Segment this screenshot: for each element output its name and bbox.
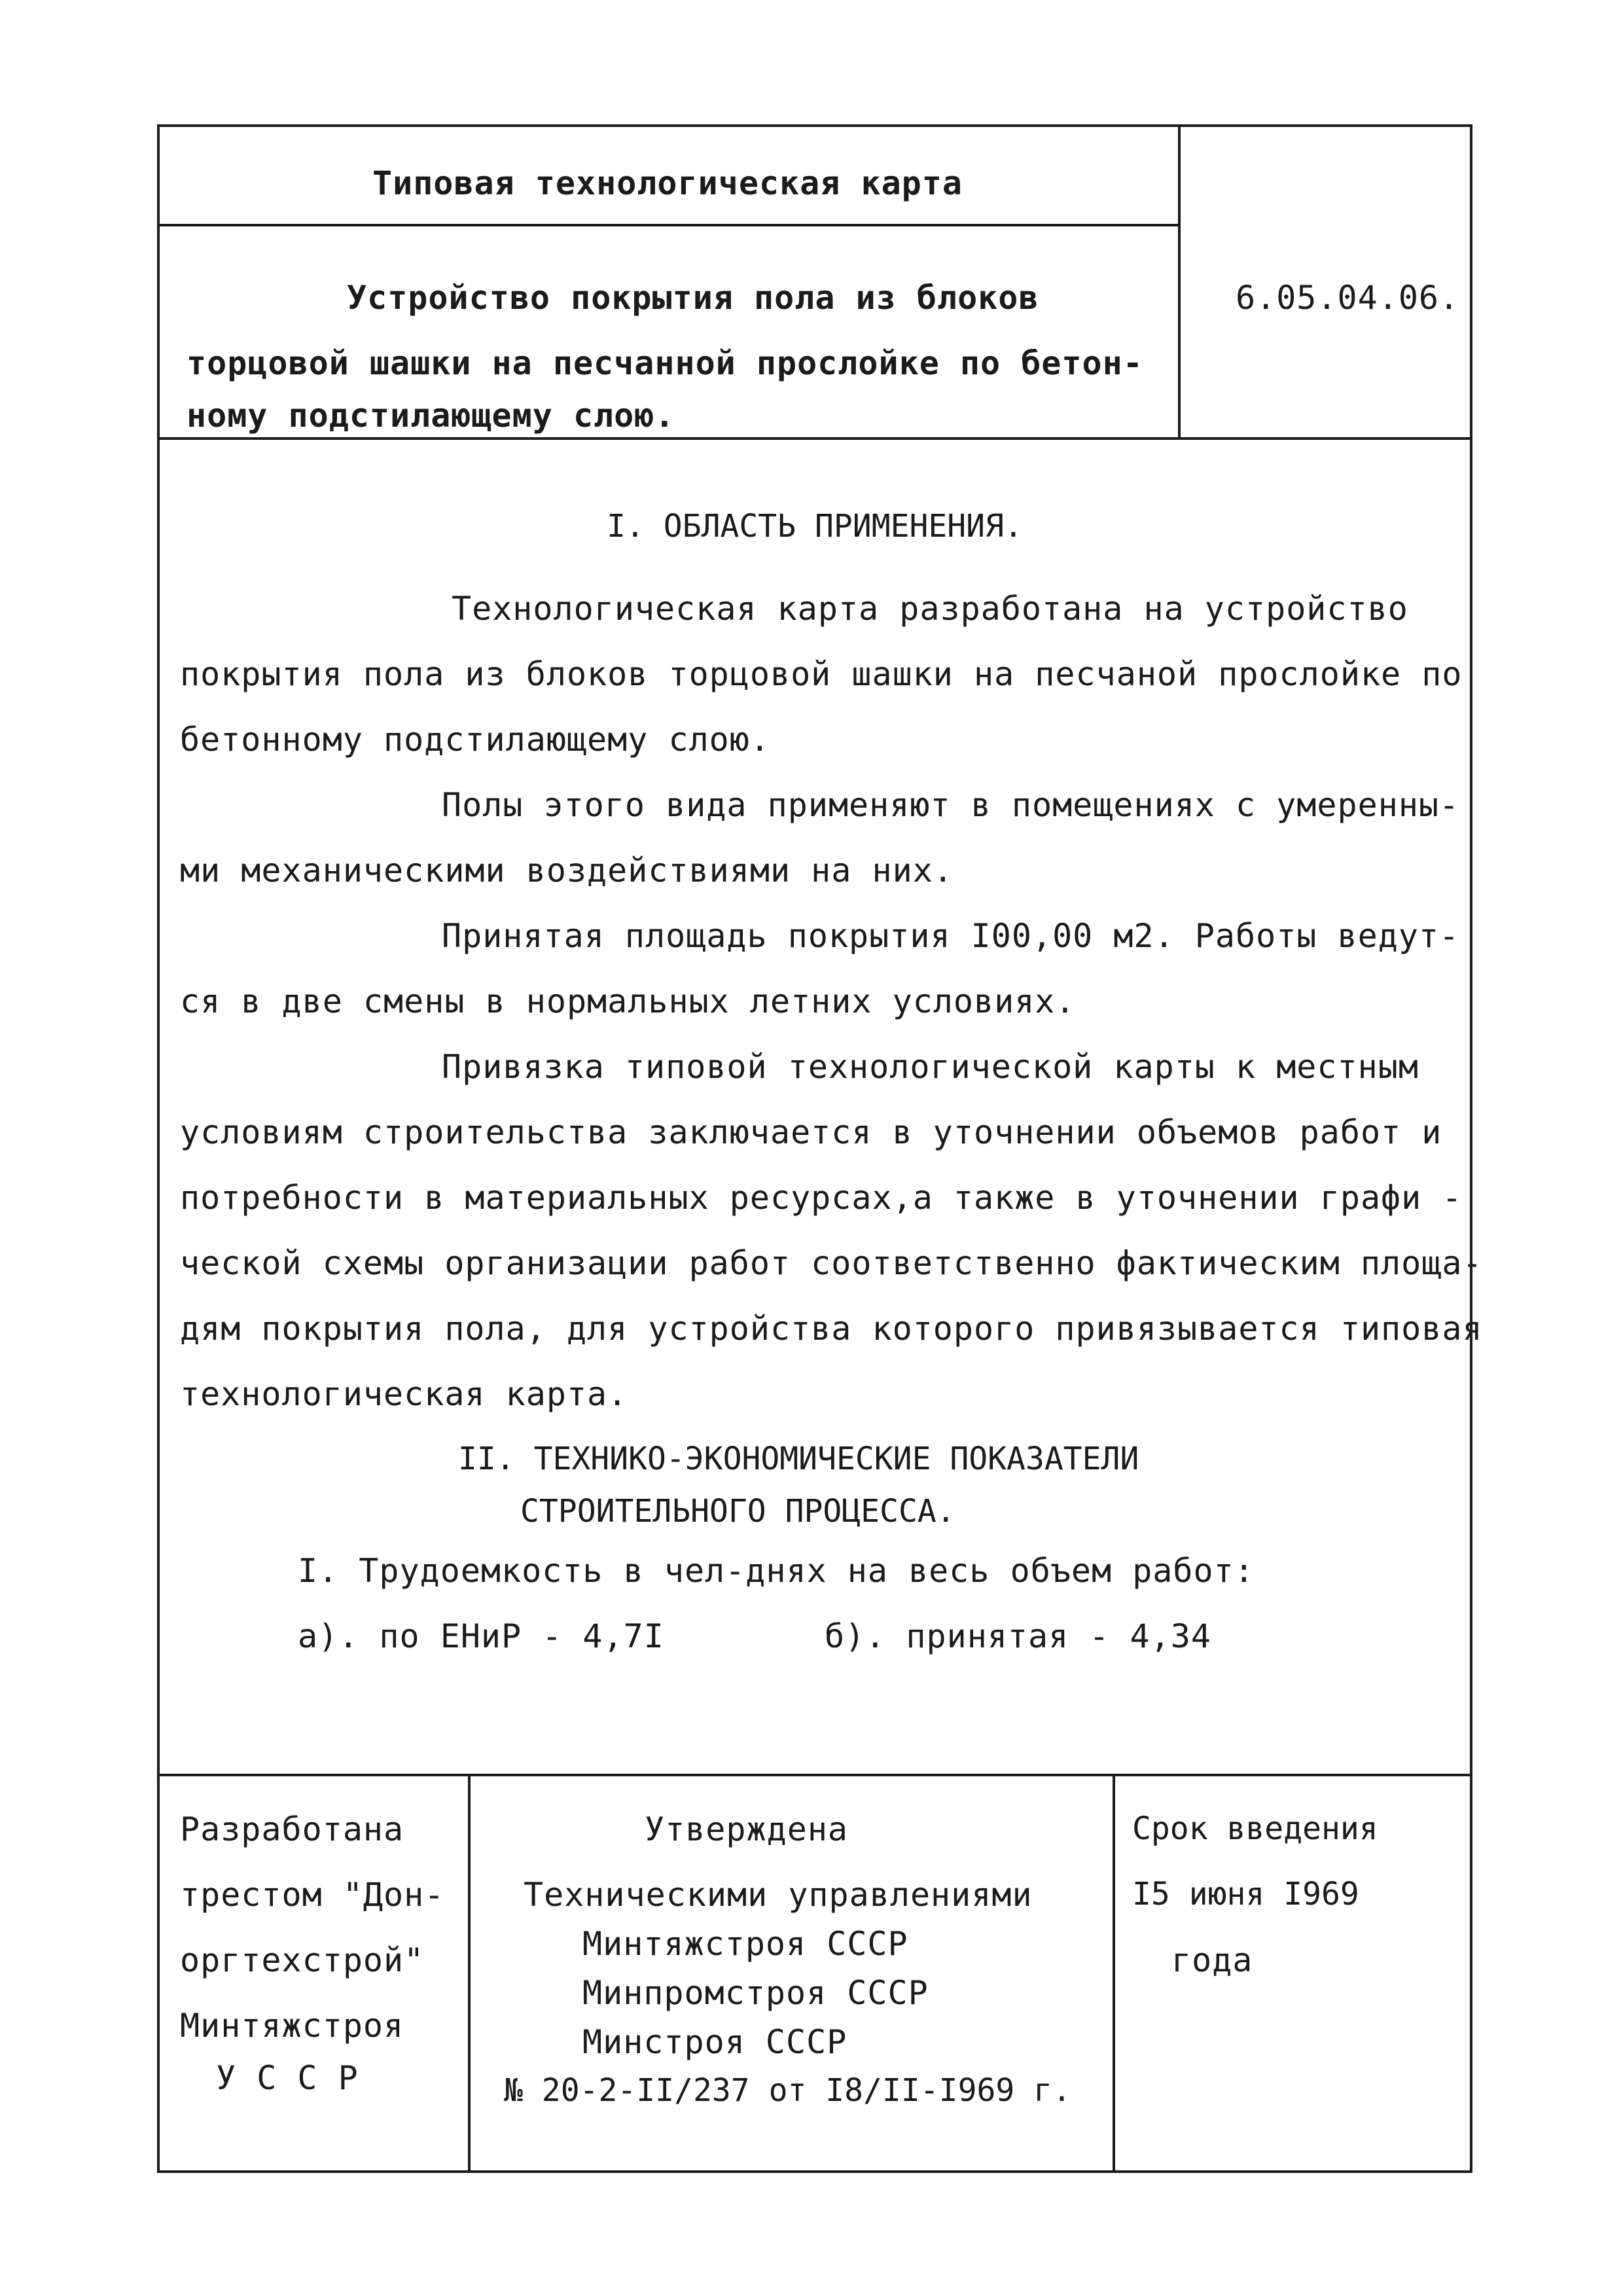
header-vertical-divider: [1178, 124, 1181, 439]
section1-line: покрытия пола из блоков торцовой шашки на песчаной прослойке по: [180, 655, 1463, 693]
approved-line: Минстроя СССР: [582, 2023, 847, 2061]
approved-line: Техническими управлениями: [524, 1876, 1033, 1914]
labor-intensity-enir: а). по ЕНиР - 4,7I: [298, 1617, 664, 1655]
section1-line: бетонному подстилающему слою.: [180, 721, 770, 759]
section1-line: потребности в материальных ресурсах,а также в уточнении графи -: [180, 1179, 1463, 1217]
section1-line: ся в две смены в нормальных летних условиях.: [180, 982, 1076, 1020]
footer-divider-1: [468, 1774, 471, 2173]
footer-divider-2: [1113, 1774, 1115, 2173]
section1-line: Привязка типовой технологической карты к местным: [442, 1048, 1419, 1086]
approved-line: Минпромстроя СССР: [582, 1974, 929, 2012]
section1-line: Полы этого вида применяют в помещениях с умеренны-: [442, 786, 1460, 824]
header-title-divider: [157, 224, 1178, 226]
section1-line: Принятая площадь покрытия I00,00 м2. Работы ведут-: [442, 917, 1460, 955]
developed-line: Минтяжстроя: [180, 2007, 404, 2045]
section1-line: условиям строительства заключается в уточнении объемов работ и: [180, 1113, 1442, 1151]
doc-code: 6.05.04.06.: [1236, 279, 1460, 317]
labor-intensity-accepted: б). принятая - 4,34: [825, 1617, 1211, 1655]
doc-title-line-3: ному подстилающему слою.: [187, 397, 675, 435]
developed-line: трестом "Дон-: [180, 1876, 445, 1914]
section2-heading-line-1: II. ТЕХНИКО-ЭКОНОМИЧЕСКИЕ ПОКАЗАТЕЛИ: [458, 1441, 1139, 1477]
approved-line: № 20-2-II/237 от I8/II-I969 г.: [504, 2072, 1071, 2109]
doc-type-label: Типовая технологическая карта: [372, 164, 963, 202]
approved-label: Утверждена: [645, 1810, 849, 1848]
doc-title-line-2: торцовой шашки на песчанной прослойке по бетон-: [187, 344, 1143, 382]
footer-top-rule: [157, 1774, 1472, 1776]
labor-intensity-line: I. Трудоемкость в чел-днях на весь объем работ:: [298, 1552, 1255, 1590]
developed-line: оргтехстрой": [180, 1941, 425, 1979]
doc-title-line-1: Устройство покрытия пола из блоков: [347, 279, 1039, 317]
section1-line: Технологическая карта разработана на устройство: [452, 590, 1408, 628]
approved-line: Минтяжстроя СССР: [582, 1925, 908, 1963]
section1-line: ми механическими воздействиями на них.: [180, 852, 954, 889]
section1-heading: I. ОБЛАСТЬ ПРИМЕНЕНИЯ.: [607, 508, 1023, 545]
effective-year-word: года: [1171, 1941, 1253, 1979]
developed-label: Разработана: [180, 1810, 404, 1848]
header-bottom-rule: [157, 437, 1472, 440]
effective-label: Срок введения: [1132, 1810, 1378, 1847]
section1-line: технологическая карта.: [180, 1375, 628, 1413]
developed-line: У С С Р: [216, 2059, 359, 2097]
section1-line: ческой схемы организации работ соответственно фактическим площа-: [180, 1244, 1483, 1282]
section1-line: дям покрытия пола, для устройства которого привязывается типовая: [180, 1310, 1483, 1348]
effective-date: I5 июня I969: [1132, 1876, 1359, 1912]
section2-heading-line-2: СТРОИТЕЛЬНОГО ПРОЦЕССА.: [520, 1493, 955, 1530]
